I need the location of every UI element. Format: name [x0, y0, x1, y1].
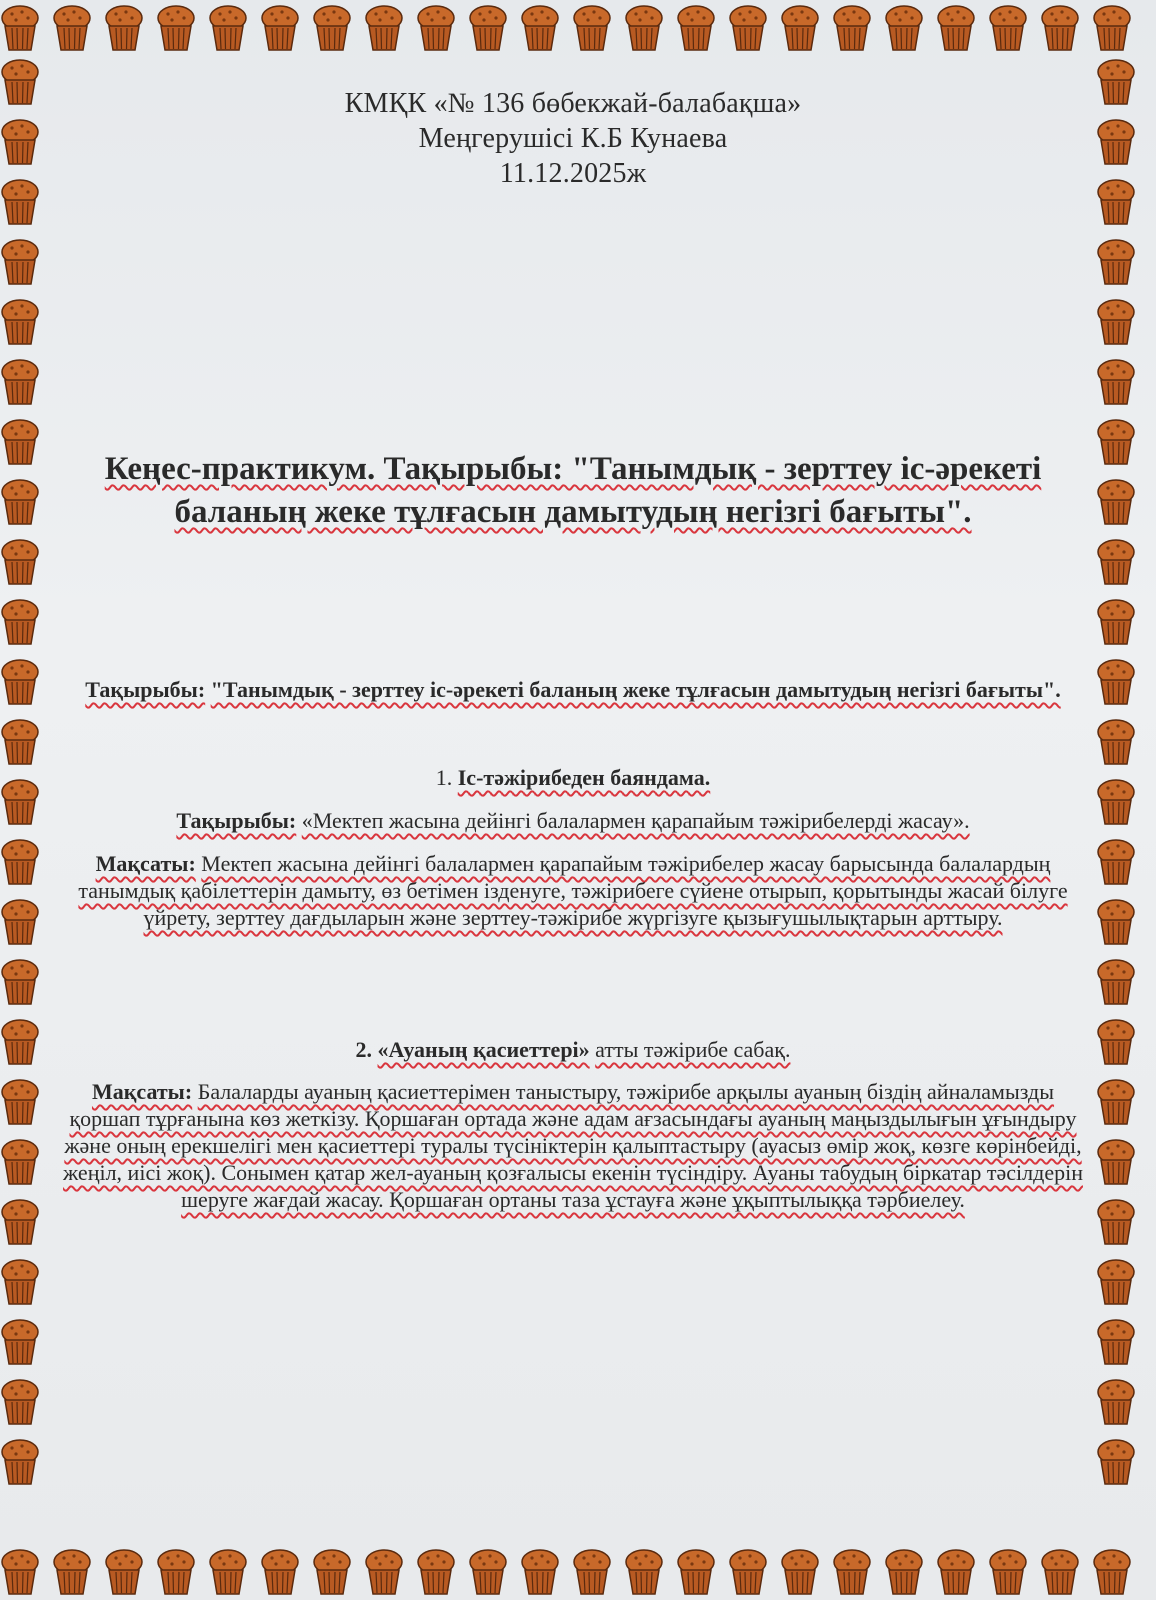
muffin-icon — [624, 1548, 664, 1596]
muffin-icon — [728, 4, 768, 52]
item-1-topic-label: Тақырыбы: — [176, 808, 297, 833]
muffin-icon — [0, 478, 40, 526]
document-page — [58, 70, 1088, 1540]
muffin-icon — [156, 1548, 196, 1596]
muffin-icon — [1096, 778, 1136, 826]
muffin-icon — [0, 1378, 40, 1426]
muffin-icon — [0, 238, 40, 286]
muffin-icon — [832, 4, 872, 52]
muffin-icon — [104, 1548, 144, 1596]
muffin-icon — [0, 838, 40, 886]
muffin-icon — [1096, 1138, 1136, 1186]
muffin-icon — [0, 958, 40, 1006]
muffin-icon — [1096, 58, 1136, 106]
muffin-icon — [312, 1548, 352, 1596]
muffin-icon — [0, 598, 40, 646]
muffin-border-left — [0, 58, 40, 1498]
muffin-icon — [0, 538, 40, 586]
muffin-icon — [832, 1548, 872, 1596]
muffin-icon — [520, 4, 560, 52]
muffin-icon — [0, 358, 40, 406]
muffin-icon — [52, 1548, 92, 1596]
main-title — [58, 448, 1088, 534]
muffin-icon — [0, 898, 40, 946]
muffin-icon — [468, 1548, 508, 1596]
muffin-icon — [0, 298, 40, 346]
muffin-icon — [1096, 898, 1136, 946]
item-1-goal-text: Мектеп жасына дейінгі балалармен қарапайым тәжірибелер жасау барысында балалардың танымдық қабілеттерін дамыту, өз бетімен ізденуге, тәжірибеге сүйене отырып, қорытынды жасай білуге үйрету, зерттеу дағдыларын және зерттеу-тәжірибе жүргізуге қызығушылықтарын арттыру. — [78, 851, 1068, 930]
muffin-icon — [104, 4, 144, 52]
muffin-icon — [676, 4, 716, 52]
muffin-icon — [0, 1198, 40, 1246]
muffin-icon — [1096, 658, 1136, 706]
muffin-icon — [0, 1078, 40, 1126]
item-2-goal — [58, 1078, 1088, 1213]
muffin-border-bottom — [0, 1548, 1144, 1596]
muffin-icon — [0, 658, 40, 706]
muffin-icon — [468, 4, 508, 52]
muffin-icon — [0, 1548, 40, 1596]
muffin-icon — [520, 1548, 560, 1596]
muffin-icon — [416, 4, 456, 52]
header-block — [58, 86, 1088, 191]
muffin-icon — [1096, 418, 1136, 466]
muffin-icon — [1096, 1258, 1136, 1306]
muffin-icon — [572, 1548, 612, 1596]
item-2-text: атты тәжірибе сабақ. — [595, 1037, 791, 1062]
muffin-icon — [0, 1318, 40, 1366]
muffin-icon — [0, 1258, 40, 1306]
item-2-heading — [58, 1036, 1088, 1063]
muffin-icon — [0, 118, 40, 166]
muffin-icon — [1096, 1078, 1136, 1126]
muffin-icon — [728, 1548, 768, 1596]
muffin-icon — [624, 4, 664, 52]
muffin-icon — [1096, 178, 1136, 226]
item-1-topic-text: «Мектеп жасына дейінгі балалармен қарапайым тәжірибелерді жасау». — [301, 808, 970, 833]
item-1-goal — [58, 850, 1088, 931]
muffin-icon — [1096, 538, 1136, 586]
muffin-icon — [0, 1438, 40, 1486]
muffin-icon — [0, 58, 40, 106]
item-2-goal-label: Мақсаты: — [91, 1079, 193, 1104]
muffin-icon — [1096, 1378, 1136, 1426]
item-1-text: Іс-тәжірибеден баяндама. — [457, 765, 711, 790]
muffin-icon — [0, 418, 40, 466]
muffin-icon — [156, 4, 196, 52]
main-title-text: Кеңес-практикум. Тақырыбы: "Танымдық - зерттеу іс-әрекеті баланың жеке тұлғасын дамытудың негізгі бағыты". — [104, 451, 1042, 530]
muffin-icon — [1096, 1018, 1136, 1066]
topic-text: "Танымдық - зерттеу іс-әрекеті баланың жеке тұлғасын дамытудың негізгі бағыты". — [210, 677, 1061, 702]
item-2-number: 2. — [355, 1037, 373, 1062]
muffin-border-top — [0, 4, 1144, 52]
muffin-icon — [1096, 1198, 1136, 1246]
item-2-bold-text: «Ауаның қасиеттері» — [377, 1037, 590, 1062]
muffin-icon — [884, 4, 924, 52]
item-1-number: 1. — [435, 765, 453, 790]
muffin-icon — [1096, 838, 1136, 886]
muffin-icon — [1040, 4, 1080, 52]
muffin-border-right — [1096, 58, 1136, 1498]
muffin-icon — [260, 1548, 300, 1596]
muffin-icon — [1096, 238, 1136, 286]
muffin-icon — [1096, 598, 1136, 646]
muffin-icon — [312, 4, 352, 52]
muffin-icon — [208, 1548, 248, 1596]
muffin-icon — [884, 1548, 924, 1596]
document-date: 11.12.2025ж — [499, 158, 647, 189]
muffin-icon — [364, 4, 404, 52]
muffin-icon — [416, 1548, 456, 1596]
muffin-icon — [1096, 958, 1136, 1006]
muffin-icon — [676, 1548, 716, 1596]
muffin-icon — [1092, 1548, 1132, 1596]
item-2-goal-text: Балаларды ауаның қасиеттерімен таныстыру, тәжірибе арқылы ауаның біздің айналамызды қоршап тұрғанына көз жеткізу. Қоршаған ортада және адам ағзасындағы ауаның маңыздылығын ұғындыру және оның ерекшелігі мен қасиеттері туралы түсініктерін қалыптастыру (ауасыз өмір жоқ, көзге көрінбейді, жеңіл, иісі жоқ). Сонымен қатар жел-ауаның қозғалысы екенін түсіндіру. Ауаны табудың біркатар тәсілдерін шеруге жағдай жасау. Қоршаған ортаны таза ұстауға және ұқыптылыққа тәрбиелеу. — [63, 1079, 1083, 1212]
muffin-icon — [364, 1548, 404, 1596]
muffin-icon — [780, 1548, 820, 1596]
muffin-icon — [260, 4, 300, 52]
muffin-icon — [988, 1548, 1028, 1596]
muffin-icon — [936, 4, 976, 52]
muffin-icon — [1096, 118, 1136, 166]
muffin-icon — [1096, 298, 1136, 346]
item-1-goal-label: Мақсаты: — [95, 851, 196, 876]
muffin-icon — [0, 1018, 40, 1066]
muffin-icon — [1096, 358, 1136, 406]
item-1-topic — [58, 807, 1088, 834]
topic-label: Тақырыбы: — [85, 677, 206, 702]
head-name: Меңгерушісі К.Б Кунаева — [418, 123, 728, 154]
muffin-icon — [0, 1138, 40, 1186]
item-1-heading — [58, 764, 1088, 791]
muffin-icon — [0, 718, 40, 766]
muffin-icon — [780, 4, 820, 52]
muffin-icon — [1096, 478, 1136, 526]
muffin-icon — [208, 4, 248, 52]
muffin-icon — [0, 778, 40, 826]
org-name: КМҚК «№ 136 бөбекжай-балабақша» — [344, 88, 802, 119]
muffin-icon — [1092, 4, 1132, 52]
muffin-icon — [1040, 1548, 1080, 1596]
muffin-icon — [0, 178, 40, 226]
muffin-icon — [936, 1548, 976, 1596]
muffin-icon — [52, 4, 92, 52]
muffin-icon — [1096, 1438, 1136, 1486]
muffin-icon — [572, 4, 612, 52]
muffin-icon — [1096, 718, 1136, 766]
muffin-icon — [0, 4, 40, 52]
muffin-icon — [988, 4, 1028, 52]
muffin-icon — [1096, 1318, 1136, 1366]
topic-line — [58, 676, 1088, 703]
